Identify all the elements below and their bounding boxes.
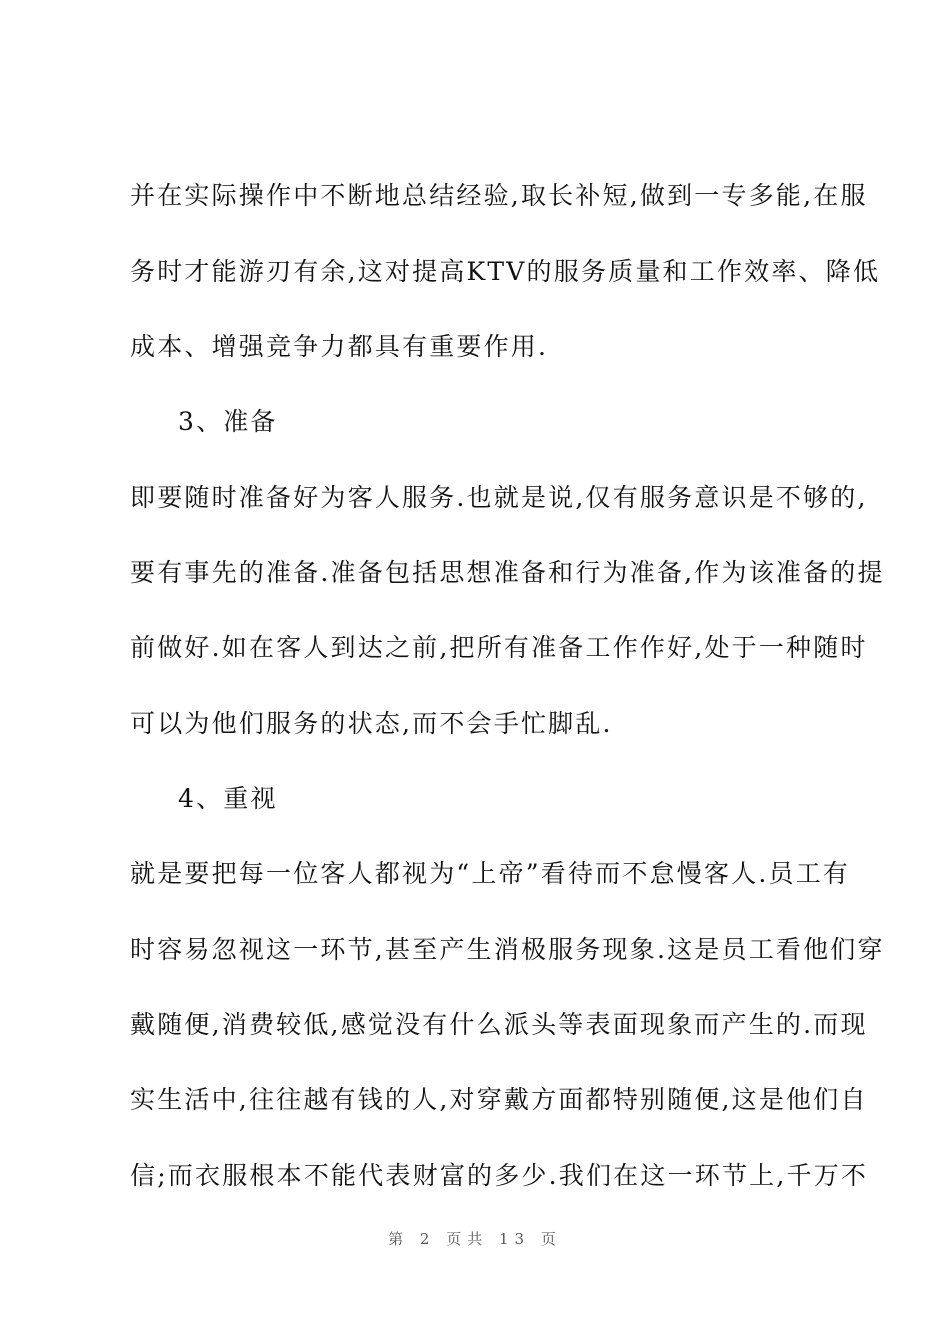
- text-line: 实生活中,往往越有钱的人,对穿戴方面都特别随便,这是他们自: [130, 1085, 868, 1114]
- section-heading: 3、准备: [178, 407, 278, 436]
- text-line: 前做好.如在客人到达之前,把所有准备工作作好,处于一种随时: [130, 633, 868, 662]
- text-line: 时容易忽视这一环节,甚至产生消极服务现象.这是员工看他们穿: [130, 935, 885, 964]
- page-footer: 第 2 页共 13 页: [388, 1230, 562, 1248]
- text-line: 信;而衣服根本不能代表财富的多少.我们在这一环节上,千万不: [130, 1161, 869, 1190]
- text-line: 并在实际操作中不断地总结经验,取长补短,做到一专多能,在服: [130, 181, 868, 210]
- text-line: 要有事先的准备.准备包括思想准备和行为准备,作为该准备的提: [130, 558, 885, 587]
- text-line: 戴随便,消费较低,感觉没有什么派头等表面现象而产生的.而现: [130, 1010, 868, 1039]
- text-line: 成本、增强竞争力都具有重要作用.: [130, 332, 549, 361]
- section-heading: 4、重视: [178, 784, 278, 813]
- text-line: 务时才能游刃有余,这对提高KTV的服务质量和工作效率、降低: [130, 257, 881, 286]
- text-line: 可以为他们服务的状态,而不会手忙脚乱.: [130, 709, 613, 738]
- text-line: 就是要把每一位客人都视为“上帝”看待而不怠慢客人.员工有: [130, 859, 851, 888]
- text-line: 即要随时准备好为客人服务.也就是说,仅有服务意识是不够的,: [130, 483, 868, 512]
